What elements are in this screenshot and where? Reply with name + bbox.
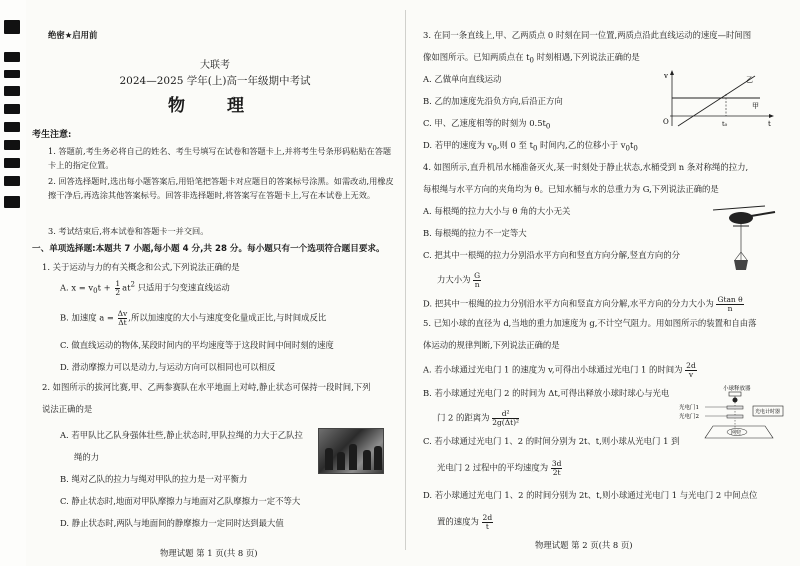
q2-stem-line2: 说法正确的是 xyxy=(42,404,93,414)
secret-label: 绝密★启用前 xyxy=(48,30,98,40)
q5-option-d-line2: 置的速度为 $\frac{2d}{t}$ xyxy=(437,513,493,531)
fraction: $\frac{\text{d²}}{\text{2g(Δt)²}}$ xyxy=(492,409,520,427)
barcode-mark xyxy=(4,52,20,62)
barcode-mark xyxy=(4,158,20,168)
q3-stem-line1: 3. 在同一条直线上,甲、乙两质点 0 时刻在同一位置,两质点沿此直线运动的速度—时间图 xyxy=(423,30,752,40)
rotor-icon xyxy=(713,206,765,210)
q5-option-b-line2: 门 2 的距离为 $\frac{\text{d²}}{\text{2g(Δt)²}}$ xyxy=(437,409,520,427)
q3-option-b: B. 乙的加速度先沿负方向,后沿正方向 xyxy=(423,96,563,106)
v-axis-label: v xyxy=(664,72,668,80)
gate-2-label: 光电门2 xyxy=(679,414,699,420)
q4-stem-line1: 4. 如图所示,直升机吊水桶准备灭火,某一时刻处于静止状态,水桶受到 n 条对称绳的拉力, xyxy=(423,162,749,172)
gate-1-icon xyxy=(727,406,743,409)
jia-label: 甲 xyxy=(752,102,759,110)
q1-option-c: C. 做直线运动的物体,某段时间内的平均速度等于这段时间中间时刻的速度 xyxy=(60,340,334,350)
q2-option-b: B. 绳对乙队的拉力与绳对甲队的拉力是一对平衡力 xyxy=(60,474,248,484)
gate-2-icon xyxy=(727,415,743,418)
binding-strip xyxy=(0,0,26,566)
q3-option-d: D. 若甲的速度为 $v_0$,则 0 至 $t_0$ 时间内,乙的位移小于 $v_0t_0$ xyxy=(423,140,638,153)
q5-option-d-line1: D. 若小球通过光电门 1、2 的时间分别为 2t、t,则小球通过光电门 1 与光电门 2 中间点位 xyxy=(423,490,758,500)
fraction: $\frac{\Delta v}{\Delta t}$ xyxy=(117,309,128,327)
q1-option-b: B. 加速度 a = $\frac{\Delta v}{\Delta t}$ ,所以加速度的大小与速度变化量成正比,与时间成反比 xyxy=(60,309,327,327)
t-axis-arrow-icon xyxy=(769,114,774,118)
fraction: $\frac{\text{Gtan θ}}{n}$ xyxy=(717,295,743,313)
t0-label: t₀ xyxy=(722,120,728,128)
subject-title: 物 理 xyxy=(168,96,262,116)
q3-stem-line2: 像如图所示。已知两质点在 $t_0$ 时刻相遇,下列说法正确的是 xyxy=(423,52,640,65)
fraction: $\frac{3d}{2t}$ xyxy=(551,459,562,477)
barcode-mark xyxy=(4,104,20,114)
t-axis-label: t xyxy=(768,120,771,128)
page-fold xyxy=(405,10,406,550)
q1-option-d: D. 滑动摩擦力可以是动力,与运动方向可以相同也可以相反 xyxy=(60,362,276,372)
barcode-mark xyxy=(4,122,20,132)
q5-stem-line2: 体运动的规律判断,下列说法正确的是 xyxy=(423,340,560,350)
origin-label: O xyxy=(663,118,669,126)
q4-stem-line2: 每根绳与水平方向的夹角均为 θ。已知水桶与水的总重力为 G,下列说法正确的是 xyxy=(423,184,719,194)
release-device xyxy=(729,392,741,396)
notice-title: 考生注意: xyxy=(32,130,72,140)
barcode-mark xyxy=(4,176,20,186)
fraction: $\frac{2d}{t}$ xyxy=(482,513,493,531)
footer-page-2: 物理试题 第 2 页(共 8 页) xyxy=(535,540,633,550)
q5-stem-line1: 5. 已知小球的直径为 d,当地的重力加速度为 g,不计空气阻力。用如图所示的装置和自由落 xyxy=(423,318,757,328)
exam-name: 大联考 xyxy=(200,60,230,71)
q4-option-d: D. 把其中一根绳的拉力分别沿水平方向和竖直方向分解,水平方向的分力大小为 $\frac{\text{Gtan θ}}{n}$ xyxy=(423,295,743,313)
q4-option-c-line2: 力大小为 $\frac{G}{n}$ xyxy=(437,271,481,289)
q4-option-a: A. 每根绳的拉力大小与 θ 角的大小无关 xyxy=(423,206,571,216)
left-page xyxy=(30,0,400,566)
barcode-mark xyxy=(4,20,20,34)
right-page xyxy=(415,0,795,566)
footer-page-1: 物理试题 第 1 页(共 8 页) xyxy=(160,548,258,558)
q3-option-c: C. 甲、乙速度相等的时刻为 $0.5t_0$ xyxy=(423,118,551,131)
line-yi xyxy=(678,76,755,126)
helicopter-icon xyxy=(729,212,753,224)
section-header: 一、单项选择题:本题共 7 小题,每小题 4 分,共 28 分。每小题只有一个选项符合题目要求。 xyxy=(32,244,385,254)
q5-option-a: A. 若小球通过光电门 1 的速度为 v,可得出小球通过光电门 1 的时间为 $\frac{2d}{v}$ xyxy=(423,361,696,379)
q5-option-b-line1: B. 若小球通过光电门 2 的时间为 Δt,可得出释放小球时球心与光电 xyxy=(423,388,670,398)
notice-3: 3. 考试结束后,将本试卷和答题卡一并交回。 xyxy=(48,226,209,236)
net-label: 网兜 xyxy=(731,430,742,436)
q4-option-b: B. 每根绳的拉力不一定等大 xyxy=(423,228,527,238)
q2-option-a-line2: 绳的力 xyxy=(74,452,100,462)
q1-option-a: A. $x = v_0t$ + $\frac{1}{2}$ $at^2$ 只适用于匀变速直线运动 xyxy=(60,279,230,297)
q2-stem-line1: 2. 如图所示的拔河比赛,甲、乙两参赛队在水平地面上对峙,静止状态可保持一段时间,下列 xyxy=(42,382,371,392)
q5-option-c-line2: 光电门 2 过程中的平均速度为 $\frac{3d}{2t}$ xyxy=(437,459,562,477)
notice-1: 1. 答题前,考生务必将自己的姓名、考生号填写在试卷和答题卡上,并将考生号条形码粘贴在答题卡上的指定位置。 xyxy=(48,146,392,171)
gate-1-label: 光电门1 xyxy=(679,405,699,411)
tug-of-war-photo xyxy=(318,428,384,474)
bucket-icon xyxy=(734,260,748,270)
barcode-mark xyxy=(4,196,20,208)
q2-option-c: C. 静止状态时,地面对甲队摩擦力与地面对乙队摩擦力一定不等大 xyxy=(60,496,301,506)
v-axis-arrow-icon xyxy=(670,70,674,75)
q1-stem: 1. 关于运动与力的有关概念和公式,下列说法正确的是 xyxy=(42,262,240,272)
q3-option-a: A. 乙做单向直线运动 xyxy=(423,74,502,84)
fraction: $\frac{G}{n}$ xyxy=(474,271,481,289)
barcode-mark xyxy=(4,70,20,78)
q2-option-a-line1: A. 若甲队比乙队身强体壮些,静止状态时,甲队拉绳的力大于乙队拉 xyxy=(60,430,303,440)
q4-option-c-line1: C. 把其中一根绳的拉力分别沿水平方向和竖直方向分解,竖直方向的分 xyxy=(423,250,680,260)
notice-2: 2. 回答选择题时,选出每小题答案后,用铅笔把答题卡对应题目的答案标号涂黑。如需改动,用橡皮擦干净后,再选涂其他答案标号。回答非选择题时,将答案写在答题卡上,写在本试卷上无效。 xyxy=(48,176,394,201)
q3-vt-graph xyxy=(660,68,778,130)
helicopter-bucket-figure xyxy=(705,196,785,276)
fraction: $\frac{1}{2}$ xyxy=(115,279,121,297)
barcode-mark xyxy=(4,86,20,96)
release-label: 小球释放器 xyxy=(723,386,751,392)
q5-option-c-line1: C. 若小球通过光电门 1、2 的时间分别为 2t、t,则小球从光电门 1 到 xyxy=(423,436,680,446)
timer-label: 光电计时器 xyxy=(755,409,781,415)
yi-label: 乙 xyxy=(746,76,753,84)
barcode-mark xyxy=(4,140,20,150)
fraction: $\frac{2d}{v}$ xyxy=(686,361,696,379)
q2-option-d: D. 静止状态时,两队与地面间的静摩擦力一定同时达到最大值 xyxy=(60,518,284,528)
photogate-device-figure xyxy=(677,382,787,444)
exam-year: 2024—2025 学年(上)高一年级期中考试 xyxy=(119,75,311,87)
